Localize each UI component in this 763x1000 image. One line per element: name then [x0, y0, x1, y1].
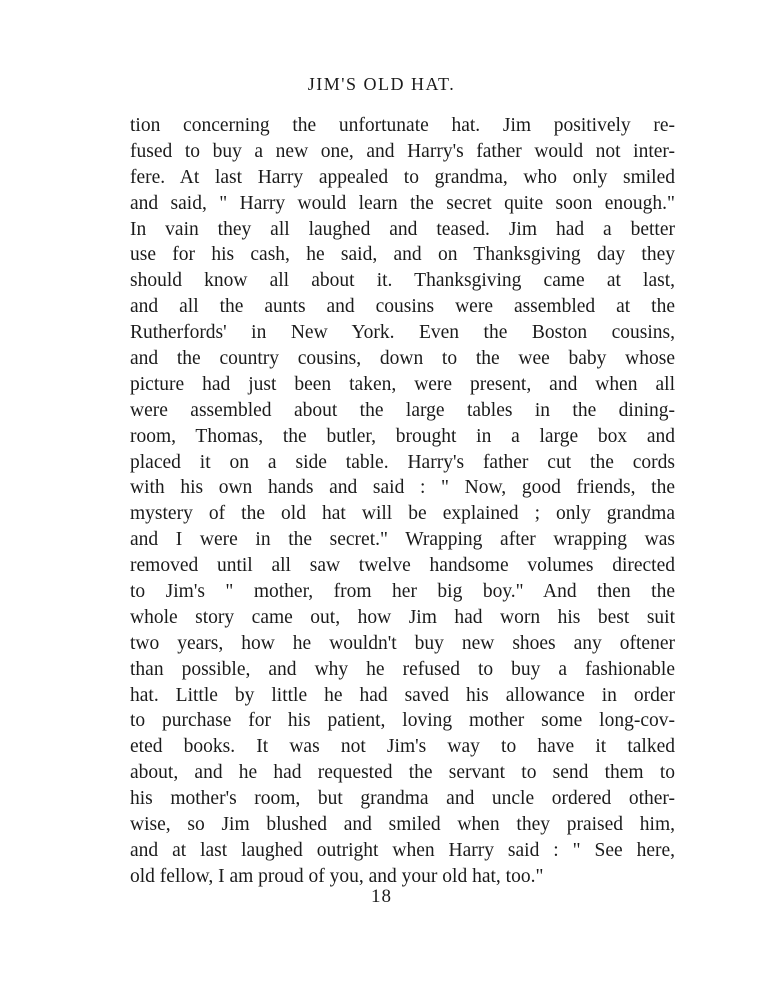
text-line: with his own hands and said : " Now, good friends, the [130, 477, 675, 499]
text-line: and at last laughed outright when Harry said : " See here, [130, 839, 675, 861]
text-line: and all the aunts and cousins were assembled at the [130, 296, 675, 318]
text-line: fere. At last Harry appealed to grandma, who only smiled [130, 166, 675, 188]
text-line: should know all about it. Thanksgiving came at last, [130, 270, 675, 292]
text-line: fused to buy a new one, and Harry's father would not inter- [130, 140, 675, 162]
text-line: removed until all saw twelve handsome volumes directed [130, 555, 675, 577]
text-line: Rutherfords' in New York. Even the Boston cousins, [130, 322, 675, 344]
text-line: and said, " Harry would learn the secret quite soon enough." [130, 192, 675, 214]
text-line: old fellow, I am proud of you, and your old hat, too." [130, 865, 544, 887]
text-line: wise, so Jim blushed and smiled when they praised him, [130, 814, 675, 836]
text-line: and I were in the secret." Wrapping after wrapping was [130, 529, 675, 551]
text-line: hat. Little by little he had saved his allowance in order [130, 684, 675, 706]
text-line: mystery of the old hat will be explained ; only grandma [130, 503, 675, 525]
text-line: eted books. It was not Jim's way to have it talked [130, 736, 675, 758]
running-head: JIM'S OLD HAT. [307, 74, 456, 94]
page-number: 18 [371, 886, 392, 907]
text-line: and the country cousins, down to the wee baby whose [130, 348, 675, 370]
text-line: about, and he had requested the servant to send them to [130, 762, 675, 784]
text-line: his mother's room, but grandma and uncle ordered other- [130, 788, 675, 810]
text-line: picture had just been taken, were present, and when all [130, 373, 675, 395]
text-line: tion concerning the unfortunate hat. Jim positively re- [130, 115, 675, 136]
text-line: In vain they all laughed and teased. Jim had a better [130, 218, 675, 240]
text-line: whole story came out, how Jim had worn his best suit [130, 606, 675, 628]
text-line: placed it on a side table. Harry's father cut the cords [130, 451, 675, 473]
text-line: to Jim's " mother, from her big boy." And then the [130, 581, 675, 603]
text-line: use for his cash, he said, and on Thanksgiving day they [130, 244, 675, 266]
body-text [130, 113, 675, 890]
text-line: two years, how he wouldn't buy new shoes any oftener [130, 632, 675, 654]
text-line: were assembled about the large tables in the dining- [130, 399, 675, 421]
text-line: than possible, and why he refused to buy a fashionable [130, 658, 675, 680]
text-line: to purchase for his patient, loving mother some long-cov- [130, 710, 675, 732]
text-line: room, Thomas, the butler, brought in a large box and [130, 425, 675, 447]
